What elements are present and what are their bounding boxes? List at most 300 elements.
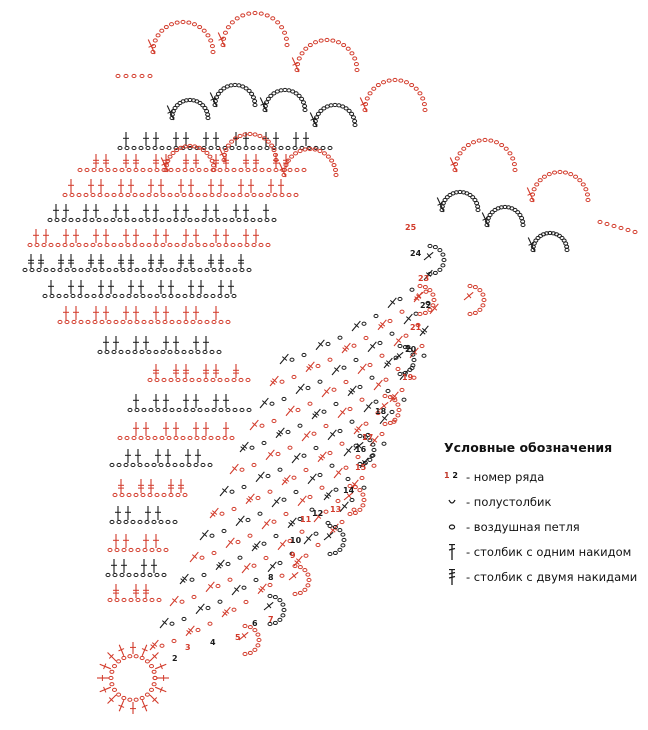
chain-stitch <box>237 146 241 149</box>
chain-stitch <box>140 350 144 353</box>
chain-stitch <box>196 193 200 196</box>
chain-stitch <box>418 92 422 95</box>
chain-stitch <box>182 193 186 196</box>
chain-stitch <box>231 243 235 246</box>
chain-stitch <box>288 446 292 449</box>
legend-label-dc: - столбик с одним накидом <box>466 545 632 559</box>
chain-stitch <box>183 378 187 381</box>
chain-stitch <box>154 350 158 353</box>
stitch <box>264 602 273 610</box>
chain-stitch <box>358 489 362 492</box>
chain-stitch <box>271 17 275 20</box>
chain-stitch <box>208 463 212 466</box>
chain-stitch <box>280 380 284 383</box>
chain-stitch <box>423 311 427 314</box>
chain-stitch <box>188 436 192 439</box>
chain-stitch <box>353 119 357 122</box>
chain-stitch <box>211 294 215 297</box>
chain-stitch <box>169 294 173 297</box>
chain-stitch <box>245 193 249 196</box>
stitch <box>388 298 396 308</box>
stitch <box>266 450 274 460</box>
chain-stitch <box>162 378 166 381</box>
chain-stitch <box>146 146 150 149</box>
chain-stitch <box>320 486 324 489</box>
chain-stitch <box>140 193 144 196</box>
chain-stitch <box>111 218 115 221</box>
chain-stitch <box>348 407 352 410</box>
chain-stitch <box>152 683 156 686</box>
chain-stitch <box>112 688 116 691</box>
chain-stitch <box>148 378 152 381</box>
chain-stitch <box>177 320 181 323</box>
chain-stitch <box>308 402 312 405</box>
chain-stitch <box>219 320 223 323</box>
chain-stitch <box>118 146 122 149</box>
row-number-16: 16 <box>355 445 367 454</box>
chain-stitch <box>225 294 229 297</box>
chain-stitch <box>160 644 164 647</box>
chain-stitch <box>202 573 206 576</box>
chain-stitch <box>396 403 400 406</box>
chain-stitch <box>105 243 109 246</box>
chain-stitch <box>121 268 125 271</box>
chain-stitch <box>57 294 61 297</box>
chain-stitch <box>86 320 90 323</box>
chain-stitch <box>91 243 95 246</box>
chain-stitch <box>170 23 174 26</box>
chain-stitch <box>132 218 136 221</box>
chain-stitch <box>119 243 123 246</box>
chain-stitch <box>380 354 384 357</box>
chain-stitch <box>274 168 278 171</box>
chain-stitch <box>393 78 397 81</box>
chain-stitch <box>390 332 394 335</box>
chain-stitch <box>245 243 249 246</box>
chain-stitch <box>535 183 539 186</box>
chain-stitch <box>134 573 138 576</box>
row-number-9: 9 <box>290 551 296 560</box>
chain-stitch <box>308 495 312 498</box>
chain-stitch <box>468 284 472 287</box>
chain-stitch <box>254 578 258 581</box>
stitch <box>150 695 158 703</box>
chain-stitch <box>262 542 266 545</box>
chain-stitch <box>328 524 332 527</box>
row-number-3: 3 <box>185 643 191 652</box>
chain-stitch <box>155 493 159 496</box>
chain-stitch <box>153 146 157 149</box>
chain-stitch <box>127 294 131 297</box>
chain-stitch <box>411 364 415 367</box>
chain-stitch <box>135 408 139 411</box>
stitch <box>220 486 228 496</box>
chain-stitch <box>276 452 280 455</box>
chain-stitch <box>303 588 307 591</box>
chain-stitch <box>79 268 83 271</box>
chain-stitch <box>121 320 125 323</box>
stitch <box>278 540 286 550</box>
chain-stitch <box>542 175 546 178</box>
chain-stitch <box>558 170 562 173</box>
chain-stitch <box>78 294 82 297</box>
row-number-15: 15 <box>355 463 367 472</box>
chain-stitch <box>181 436 185 439</box>
chain-stitch <box>266 140 270 143</box>
chain-stitch <box>226 320 230 323</box>
stitch <box>230 464 238 474</box>
chain-stitch <box>240 468 244 471</box>
chain-stitch <box>508 152 512 155</box>
chain-stitch <box>290 358 294 361</box>
chain-stitch <box>205 320 209 323</box>
chain-stitch <box>334 168 338 171</box>
chain-stitch <box>307 578 311 581</box>
chain-stitch <box>127 168 131 171</box>
chain-stitch <box>418 284 422 287</box>
chain-stitch <box>134 294 138 297</box>
chain-stitch <box>112 193 116 196</box>
chain-stitch <box>316 543 320 546</box>
chain-stitch <box>468 312 472 315</box>
chain-stitch <box>136 548 140 551</box>
chain-stitch <box>521 223 525 226</box>
chain-stitch <box>243 624 247 627</box>
chain-stitch <box>376 83 380 86</box>
stitch <box>414 292 423 300</box>
chain-stitch <box>288 168 292 171</box>
chain-stitch <box>330 159 334 162</box>
chain-stitch <box>159 520 163 523</box>
chain-stitch <box>209 218 213 221</box>
chain-stitch <box>175 21 179 24</box>
stitch <box>374 380 382 390</box>
chain-stitch <box>302 168 306 171</box>
chain-stitch <box>177 268 181 271</box>
chain-stitch <box>78 168 82 171</box>
chain-stitch <box>378 341 382 344</box>
chain-stitch <box>276 21 280 24</box>
chain-stitch <box>153 39 157 42</box>
chain-stitch <box>169 493 173 496</box>
chain-stitch <box>326 342 330 345</box>
stitch <box>358 364 366 374</box>
chain-stitch <box>353 123 357 126</box>
chain-stitch <box>141 294 145 297</box>
chain-stitch <box>352 344 356 347</box>
chain-stitch <box>69 218 73 221</box>
chain-stitch <box>338 336 342 339</box>
chain-stitch <box>355 68 359 71</box>
chain-stitch <box>285 43 289 46</box>
stitch <box>308 474 316 484</box>
chain-stitch <box>253 168 257 171</box>
chain-stitch <box>268 594 272 597</box>
stitch <box>256 472 264 482</box>
chain-stitch <box>113 573 117 576</box>
chain-stitch <box>112 665 116 668</box>
chain-stitch <box>208 155 212 158</box>
chain-stitch <box>420 344 424 347</box>
chain-stitch <box>93 268 97 271</box>
chain-stitch <box>412 358 416 361</box>
chain-stitch <box>334 402 338 405</box>
chain-stitch <box>284 512 288 515</box>
chain-stitch <box>183 168 187 171</box>
chain-stitch <box>441 264 445 267</box>
chain-stitch <box>128 268 132 271</box>
chain-stitch <box>300 52 304 55</box>
chain-stitch <box>195 436 199 439</box>
chain-stitch <box>190 168 194 171</box>
chain-stitch <box>141 168 145 171</box>
chain-stitch <box>512 163 516 166</box>
chain-stitch <box>79 320 83 323</box>
chain-stitch <box>192 595 196 598</box>
legend-row-chain <box>444 519 644 544</box>
chain-stitch <box>400 310 404 313</box>
chain-stitch <box>72 268 76 271</box>
chain-stitch <box>196 243 200 246</box>
chain-stitch <box>278 599 282 602</box>
chain-stitch <box>462 147 466 150</box>
chain-stitch <box>150 665 154 668</box>
chain-stitch <box>175 243 179 246</box>
chain-stitch <box>173 520 177 523</box>
chain-stitch <box>198 25 202 28</box>
chain-stitch <box>344 380 348 383</box>
chain-stitch <box>157 598 161 601</box>
chain-stitch <box>306 386 310 389</box>
chain-stitch <box>244 600 248 603</box>
chain-stitch <box>251 218 255 221</box>
chain-stitch <box>332 163 336 166</box>
chain-stitch <box>171 151 175 154</box>
chain-stitch <box>62 218 66 221</box>
chain-stitch <box>156 34 160 37</box>
chain-stitch <box>287 193 291 196</box>
chain-stitch <box>318 380 322 383</box>
chain-stitch <box>217 193 221 196</box>
chain-stitch <box>304 47 308 50</box>
chain-stitch <box>133 350 137 353</box>
chain-stitch <box>372 464 376 467</box>
chain-stitch <box>300 97 304 100</box>
chain-stitch <box>410 288 414 291</box>
chain-stitch <box>300 530 304 533</box>
chain-stitch <box>341 544 345 547</box>
chain-stitch <box>110 463 114 466</box>
chain-stitch <box>383 394 387 397</box>
chain-stitch <box>209 39 213 42</box>
chain-stitch <box>210 534 214 537</box>
chain-stitch <box>50 294 54 297</box>
half-stitch-icon <box>444 494 466 510</box>
chain-stitch <box>174 436 178 439</box>
chain-stitch <box>63 193 67 196</box>
chain-stitch <box>238 243 242 246</box>
chain-stitch <box>259 12 263 15</box>
chain-stitch <box>117 520 121 523</box>
chain-stitch <box>189 350 193 353</box>
chain-stitch <box>155 168 159 171</box>
chain-stitch <box>477 139 481 142</box>
chain-stitch <box>99 168 103 171</box>
chain-stitch <box>128 655 132 658</box>
stitch <box>150 653 158 661</box>
chain-stitch <box>246 518 250 521</box>
chain-stitch <box>189 193 193 196</box>
chain-stitch <box>175 193 179 196</box>
chain-stitch <box>226 408 230 411</box>
chain-stitch <box>324 510 328 513</box>
chain-stitch <box>161 243 165 246</box>
chain-stitch <box>314 41 318 44</box>
chain-stitch <box>246 168 250 171</box>
chain-stitch <box>340 442 344 445</box>
chain-stitch <box>49 243 53 246</box>
chain-stitch <box>322 410 326 413</box>
chain-stitch <box>362 498 366 501</box>
chain-stitch <box>182 243 186 246</box>
stitch <box>196 604 204 614</box>
chain-stitch <box>116 74 120 77</box>
chain-stitch <box>432 298 436 301</box>
row-number-symbol-first: 1 <box>444 471 450 480</box>
chain-stitch <box>390 410 394 413</box>
chain-stitch <box>99 294 103 297</box>
chain-stitch <box>212 320 216 323</box>
chain-stitch <box>51 268 55 271</box>
chain-stitch <box>156 408 160 411</box>
row-number-6: 6 <box>252 619 258 628</box>
chain-stitch <box>108 598 112 601</box>
chain-stitch <box>139 436 143 439</box>
chain-stitch <box>256 644 260 647</box>
chain-stitch <box>368 458 372 461</box>
chain-stitch <box>422 354 426 357</box>
chain-stitch <box>108 548 112 551</box>
chain-stitch <box>230 218 234 221</box>
chain-stitch <box>547 173 551 176</box>
chain-stitch <box>330 464 334 467</box>
chain-stitch <box>281 614 285 617</box>
chain-stitch <box>500 143 504 146</box>
chain-stitch <box>150 598 154 601</box>
chain-stitch <box>387 79 391 82</box>
chain-stitch <box>242 485 246 488</box>
chain-stitch <box>162 573 166 576</box>
chain-stitch <box>222 529 226 532</box>
stitch <box>292 453 300 463</box>
chain-stitch <box>586 198 590 201</box>
chain-stitch <box>163 268 167 271</box>
chain-stitch <box>167 436 171 439</box>
chain-stitch <box>189 243 193 246</box>
chain-stitch <box>278 561 282 564</box>
chain-stitch <box>293 564 297 567</box>
stitch <box>268 562 276 572</box>
chain-stitch <box>125 436 129 439</box>
chain-stitch <box>122 548 126 551</box>
chain-stitch <box>251 146 255 149</box>
chain-stitch <box>126 350 130 353</box>
chain-stitch <box>272 419 276 422</box>
row-number-13: 13 <box>330 505 342 514</box>
stitch <box>170 596 178 606</box>
chain-stitch <box>303 104 307 107</box>
chain-stitch <box>55 218 59 221</box>
chain-stitch <box>162 294 166 297</box>
chain-stitch <box>148 168 152 171</box>
chain-stitch <box>336 499 340 502</box>
chain-stitch <box>114 268 118 271</box>
chain-stitch <box>132 436 136 439</box>
stitch <box>242 563 250 573</box>
chain-stitch <box>216 436 220 439</box>
chain-stitch <box>191 408 195 411</box>
chain-stitch <box>418 312 422 315</box>
chain-stitch <box>260 424 264 427</box>
chain-stitch <box>423 285 427 288</box>
chain-stitch <box>250 92 254 95</box>
chain-stitch <box>205 110 209 113</box>
chain-stitch <box>358 508 362 511</box>
chain-stitch <box>155 294 159 297</box>
chain-stitch <box>56 243 60 246</box>
chain-stitch <box>257 638 261 641</box>
chain-stitch <box>176 493 180 496</box>
chain-stitch <box>42 243 46 246</box>
stitch <box>338 408 346 418</box>
chain-stitch <box>293 146 297 149</box>
chain-stitch <box>478 289 482 292</box>
chain-stitch <box>441 253 445 256</box>
chain-stitch <box>353 57 357 60</box>
chain-stitch <box>253 133 257 136</box>
chain-stitch <box>167 146 171 149</box>
chain-stitch <box>297 57 301 60</box>
row-number-21: 21 <box>410 323 422 332</box>
chain-stitch <box>298 591 302 594</box>
chain-stitch <box>332 388 336 391</box>
chain-stitch <box>476 205 480 208</box>
chain-stitch <box>212 551 216 554</box>
chain-stitch <box>283 88 287 91</box>
chain-stitch <box>270 144 274 147</box>
chain-stitch <box>133 243 137 246</box>
chain-stitch <box>380 432 384 435</box>
chain-stitch <box>233 83 237 86</box>
chain-stitch <box>169 378 173 381</box>
chain-stitch <box>346 47 350 50</box>
chain-stitch <box>204 294 208 297</box>
chain-stitch <box>400 388 404 391</box>
chain-stitch <box>65 268 69 271</box>
chain-stitch <box>325 38 329 41</box>
chain-stitch <box>340 520 344 523</box>
chain-stitch <box>326 155 330 158</box>
chain-stitch <box>396 414 400 417</box>
chain-stitch <box>225 378 229 381</box>
chain-stitch <box>398 344 402 347</box>
chain-loop-icon <box>444 519 466 535</box>
chain-stitch <box>574 175 578 178</box>
chain-stitch <box>182 350 186 353</box>
chain-stitch <box>63 243 67 246</box>
legend-row-dc <box>444 544 644 569</box>
chain-stitch <box>433 271 437 274</box>
